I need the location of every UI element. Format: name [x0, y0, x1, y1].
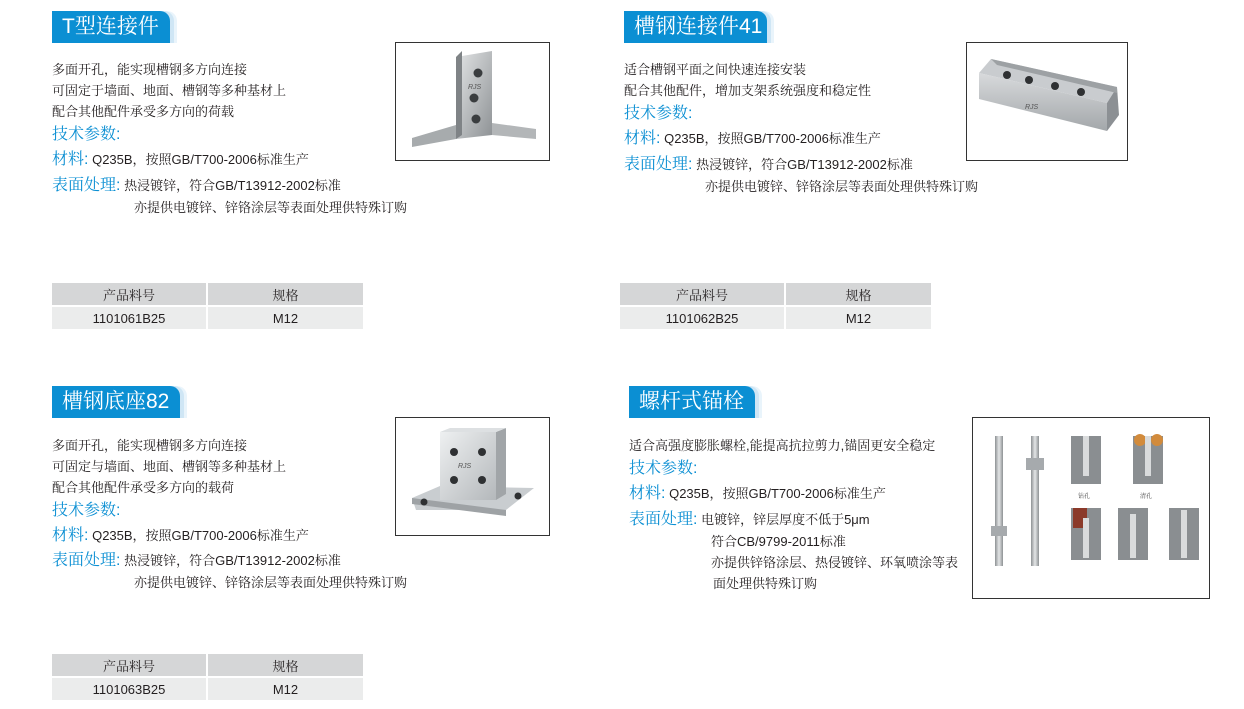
material-row [624, 128, 881, 149]
material-value: Q235B，按照GB/T700-2006标准生产 [92, 152, 309, 167]
surface-value-cont: 亦提供锌铬涂层、热侵镀锌、环氧喷涂等表 [711, 555, 959, 570]
table-header-row [620, 283, 931, 306]
tech-params-heading: 技术参数: [52, 502, 121, 519]
material-row [629, 483, 886, 504]
table-header-cell: 规格 [207, 654, 363, 677]
step-label: 清孔 [1140, 494, 1153, 500]
table-cell: 1101062B25 [620, 306, 785, 329]
surface-value: 热浸镀锌，符合GB/T13912-2002标准 [124, 178, 341, 193]
bolt-shaft [995, 436, 1003, 566]
product-desc-line: 配合其他配件承受多方向的载荷 [52, 480, 235, 495]
material-label: 材料: [52, 527, 89, 544]
spec-table [52, 654, 363, 700]
surface-row [624, 154, 913, 175]
table-cell: 1101061B25 [52, 306, 207, 329]
material-label: 材料: [624, 130, 661, 147]
material-label: 材料: [52, 151, 89, 168]
spec-table [620, 283, 931, 329]
table-header-row [52, 654, 363, 677]
table-header-cell: 产品料号 [620, 283, 785, 306]
install-step [1071, 508, 1101, 560]
surface-label: 表面处理: [52, 177, 121, 194]
t-connector-image [396, 43, 549, 160]
product-desc-line: 可固定与墙面、地面、槽钢等多种基材上 [52, 459, 287, 474]
material-value: Q235B，按照GB/T700-2006标准生产 [92, 528, 309, 543]
surface-row [629, 509, 870, 530]
material-row [52, 525, 309, 546]
install-step [1169, 508, 1199, 560]
table-cell: 1101063B25 [52, 677, 207, 700]
step-label: 钻孔 [1078, 494, 1091, 500]
brand-mark: RJS [468, 84, 482, 91]
table-row [52, 677, 363, 700]
table-row [620, 306, 931, 329]
surface-value-cont: 面处理供特殊订购 [713, 576, 818, 591]
surface-row [52, 175, 341, 196]
product-desc-line: 多面开孔，能实现槽钢多方向连接 [52, 62, 248, 77]
anchor-bolt-image [973, 418, 1209, 598]
bolt-nut [991, 526, 1007, 536]
surface-value: 热浸镀锌，符合GB/T13912-2002标准 [124, 553, 341, 568]
product-image-frame [395, 417, 550, 536]
table-cell: M12 [207, 306, 363, 329]
channel-base-image [396, 418, 549, 535]
table-header-row [52, 283, 363, 306]
table-header-cell: 产品料号 [52, 283, 207, 306]
table-row [52, 306, 363, 329]
product-title: 螺杆式锚栓 [629, 386, 755, 418]
surface-label: 表面处理: [629, 511, 698, 528]
product-desc-line: 适合槽钢平面之间快速连接安装 [624, 62, 807, 77]
product-image-frame [966, 42, 1128, 161]
surface-label: 表面处理: [52, 552, 121, 569]
spec-table [52, 283, 363, 329]
surface-value-cont: 亦提供电镀锌、锌铬涂层等表面处理供特殊订购 [134, 575, 408, 590]
install-step [1071, 436, 1101, 500]
product-image-frame [395, 42, 550, 161]
product-image-frame [972, 417, 1210, 599]
surface-value-cont: 亦提供电镀锌、锌铬涂层等表面处理供特殊订购 [705, 179, 979, 194]
material-row [52, 149, 309, 170]
product-title: 槽钢底座82 [52, 386, 180, 418]
material-label: 材料: [629, 485, 666, 502]
product-desc-line: 适合高强度膨胀螺栓,能提高抗拉剪力,锚固更安全稳定 [629, 438, 936, 453]
table-header-cell: 产品料号 [52, 654, 207, 677]
surface-value: 热浸镀锌，符合GB/T13912-2002标准 [696, 157, 913, 172]
table-cell: M12 [207, 677, 363, 700]
surface-value: 电镀锌，锌层厚度不低于5μm [701, 512, 870, 527]
table-cell: M12 [785, 306, 931, 329]
table-header-cell: 规格 [207, 283, 363, 306]
material-value: Q235B，按照GB/T700-2006标准生产 [664, 131, 881, 146]
install-step [1133, 434, 1163, 500]
bolt-shaft [1031, 436, 1039, 566]
surface-value-cont: 亦提供电镀锌、锌铬涂层等表面处理供特殊订购 [134, 200, 408, 215]
surface-label: 表面处理: [624, 156, 693, 173]
brand-mark: RJS [458, 463, 472, 470]
bolt-nut [1026, 458, 1044, 470]
surface-value-cont: 符合CB/9799-2011标准 [711, 534, 846, 549]
product-title: T型连接件 [52, 11, 170, 43]
product-desc-line: 配合其他配件承受多方向的荷载 [52, 104, 235, 119]
product-desc-line: 可固定于墙面、地面、槽钢等多种基材上 [52, 83, 287, 98]
brand-mark: RJS [1025, 104, 1039, 111]
product-title: 槽钢连接件41 [624, 11, 767, 43]
material-value: Q235B，按照GB/T700-2006标准生产 [669, 486, 886, 501]
channel-connector-image [967, 43, 1127, 160]
tech-params-heading: 技术参数: [52, 126, 121, 143]
table-header-cell: 规格 [785, 283, 931, 306]
product-desc-line: 配合其他配件，增加支架系统强度和稳定性 [624, 83, 872, 98]
surface-row [52, 550, 341, 571]
product-desc-line: 多面开孔，能实现槽钢多方向连接 [52, 438, 248, 453]
tech-params-heading: 技术参数: [624, 105, 693, 122]
tech-params-heading: 技术参数: [629, 460, 698, 477]
install-step [1118, 508, 1148, 560]
